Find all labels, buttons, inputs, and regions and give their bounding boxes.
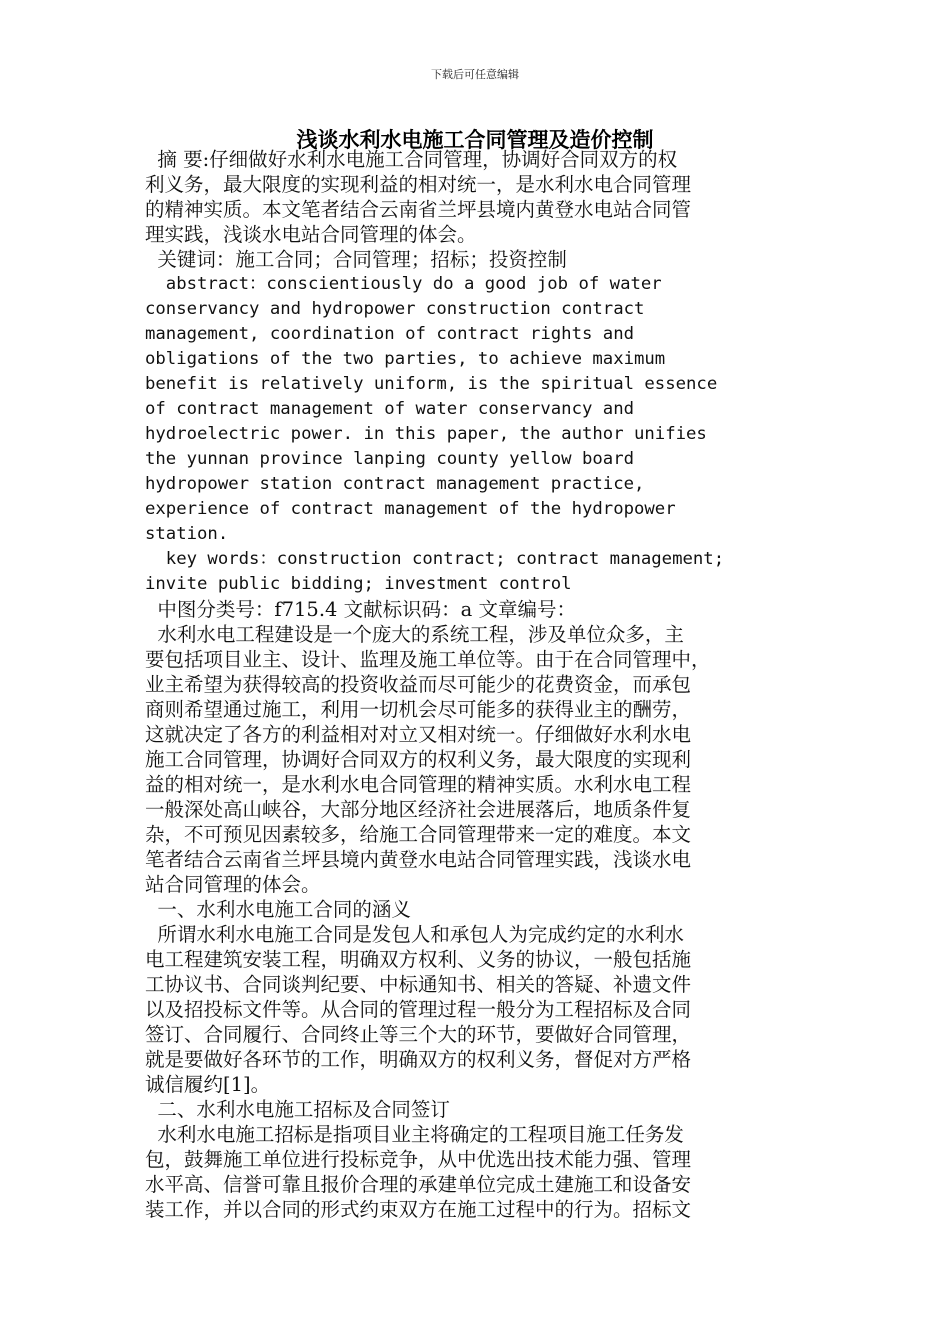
body-line: 站合同管理的体会。 <box>145 873 321 896</box>
body-line: 诚信履约[1]。 <box>145 1073 271 1096</box>
body-line: 的精神实质。本文笔者结合云南省兰坪县境内黄登水电站合同管 <box>145 198 692 221</box>
body-line: 水利水电工程建设是一个庞大的系统工程，涉及单位众多，主 <box>145 623 684 646</box>
body-line: 要包括项目业主、设计、监理及施工单位等。由于在合同管理中， <box>145 648 711 671</box>
body-line: the yunnan province lanping county yellow board <box>145 449 634 469</box>
body-line: 商则希望通过施工，利用一切机会尽可能多的获得业主的酬劳， <box>145 698 692 721</box>
document-body <box>145 147 785 1222</box>
body-line: 装工作，并以合同的形式约束双方在施工过程中的行为。招标文 <box>145 1198 692 1221</box>
body-line: 签订、合同履行、合同终止等三个大的环节，要做好合同管理， <box>145 1023 692 1046</box>
body-line: management, coordination of contract rights and <box>145 324 634 344</box>
body-line: 利义务，最大限度的实现利益的相对统一，是水利水电合同管理 <box>145 173 692 196</box>
body-line: 就是要做好各环节的工作，明确双方的权利义务，督促对方严格 <box>145 1048 692 1071</box>
body-line: 工协议书、合同谈判纪要、中标通知书、相关的答疑、补遗文件 <box>145 973 692 996</box>
body-line: 以及招投标文件等。从合同的管理过程一般分为工程招标及合同 <box>145 998 692 1021</box>
body-line: hydroelectric power. in this paper, the author unifies <box>145 424 707 444</box>
body-line: 一般深处高山峡谷，大部分地区经济社会进展落后，地质条件复 <box>145 798 692 821</box>
body-line: 水平高、信誉可靠且报价合理的承建单位完成土建施工和设备安 <box>145 1173 692 1196</box>
body-line: 益的相对统一，是水利水电合同管理的精神实质。水利水电工程 <box>145 773 692 796</box>
document-title: 浅谈水利水电施工合同管理及造价控制 <box>296 127 654 152</box>
body-line: 二、水利水电施工招标及合同签订 <box>145 1098 450 1121</box>
body-line: 所谓水利水电施工合同是发包人和承包人为完成约定的水利水 <box>145 923 684 946</box>
body-line: 一、水利水电施工合同的涵义 <box>145 898 411 921</box>
body-line: 理实践，浅谈水电站合同管理的体会。 <box>145 223 477 246</box>
body-line: benefit is relatively uniform, is the spiritual essence <box>145 374 718 394</box>
body-line: 包，鼓舞施工单位进行投标竞争，从中优选出技术能力强、管理 <box>145 1148 692 1171</box>
body-line: 这就决定了各方的利益相对对立又相对统一。仔细做好水利水电 <box>145 723 692 746</box>
body-line: 水利水电施工招标是指项目业主将确定的工程项目施工任务发 <box>145 1123 684 1146</box>
body-line: 施工合同管理，协调好合同双方的权利义务，最大限度的实现利 <box>145 748 692 771</box>
body-line: key words：construction contract; contract management; <box>145 549 725 569</box>
body-line: 摘 要:仔细做好水利水电施工合同管理，协调好合同双方的权 <box>145 148 678 171</box>
body-line: 杂，不可预见因素较多，给施工合同管理带来一定的难度。本文 <box>145 823 692 846</box>
body-line: 电工程建筑安装工程，明确双方权利、义务的协议，一般包括施 <box>145 948 692 971</box>
body-line: experience of contract management of the hydropower <box>145 499 676 519</box>
body-line: 中图分类号：f715.4 文献标识码：a 文章编号： <box>145 598 576 621</box>
body-line: 业主希望为获得较高的投资收益而尽可能少的花费资金，而承包 <box>145 673 692 696</box>
body-line: of contract management of water conservancy and <box>145 399 634 419</box>
body-line: obligations of the two parties, to achieve maximum <box>145 349 666 369</box>
body-line: hydropower station contract management practice, <box>145 474 645 494</box>
body-line: abstract：conscientiously do a good job of water <box>145 274 662 294</box>
body-line: station. <box>145 524 229 544</box>
body-line: 笔者结合云南省兰坪县境内黄登水电站合同管理实践，浅谈水电 <box>145 848 692 871</box>
header-note: 下载后可任意编辑 <box>431 68 519 81</box>
body-line: 关键词：施工合同；合同管理；招标；投资控制 <box>145 248 567 271</box>
body-line: conservancy and hydropower construction contract <box>145 299 645 319</box>
body-line: invite public bidding; investment control <box>145 574 572 594</box>
